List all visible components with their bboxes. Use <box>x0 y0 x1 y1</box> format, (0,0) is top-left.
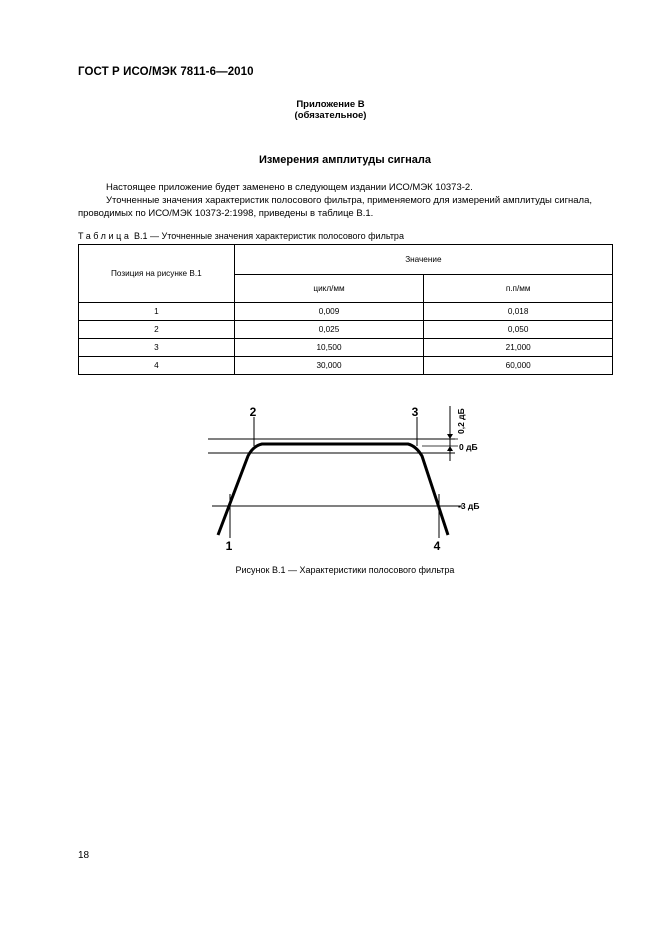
table-caption-label: Таблица <box>78 231 132 241</box>
cell-cycles: 0,009 <box>234 303 424 321</box>
paragraph-2-line-2: проводимых по ИСО/МЭК 10373-2:1998, приведены в таблице В.1. <box>78 208 374 219</box>
dimension-arrow-up <box>447 446 453 451</box>
cell-position: 2 <box>79 321 235 339</box>
page-number: 18 <box>78 850 90 861</box>
cell-position: 3 <box>79 339 235 357</box>
filter-table <box>78 244 613 375</box>
cell-position: 1 <box>79 303 235 321</box>
paragraph-2-line-1: Уточненные значения характеристик полосового фильтра, применяемого для измерений амплитуды сигнала, <box>106 195 593 206</box>
bandpass-filter-diagram <box>200 398 500 558</box>
appendix-title: Приложение В <box>296 99 365 110</box>
table-row <box>79 303 613 321</box>
table-caption <box>78 231 404 241</box>
point-label-3: 3 <box>411 405 419 419</box>
cell-position: 4 <box>79 357 235 375</box>
label-0db: 0 дБ <box>459 442 478 452</box>
appendix-heading <box>0 99 661 121</box>
header-fluxes: п.п/мм <box>424 275 613 303</box>
table-row <box>79 357 613 375</box>
cell-fluxes: 0,050 <box>424 321 613 339</box>
document-header: ГОСТ Р ИСО/МЭК 7811-6—2010 <box>78 66 254 78</box>
paragraph-1: Настоящее приложение будет заменено в следующем издании ИСО/МЭК 10373-2. <box>106 182 473 193</box>
header-value: Значение <box>234 245 612 275</box>
filter-response-curve <box>218 444 448 535</box>
point-label-1: 1 <box>225 539 233 553</box>
cell-fluxes: 0,018 <box>424 303 613 321</box>
table-caption-text: В.1 — Уточненные значения характеристик полосового фильтра <box>134 231 404 241</box>
table-row <box>79 321 613 339</box>
label-0-2db: 0,2 дБ <box>456 408 466 434</box>
dimension-arrow-down <box>447 434 453 439</box>
cell-cycles: 30,000 <box>234 357 424 375</box>
cell-fluxes: 60,000 <box>424 357 613 375</box>
figure-caption: Рисунок В.1 — Характеристики полосового фильтра <box>235 565 455 575</box>
section-title: Измерения амплитуды сигнала <box>259 154 431 166</box>
point-label-4: 4 <box>433 539 441 553</box>
point-label-2: 2 <box>249 405 257 419</box>
cell-fluxes: 21,000 <box>424 339 613 357</box>
cell-cycles: 10,500 <box>234 339 424 357</box>
label-minus-3db: -3 дБ <box>458 501 480 511</box>
appendix-subtitle: (обязательное) <box>294 110 367 121</box>
header-cycles: цикл/мм <box>234 275 424 303</box>
table-row <box>79 339 613 357</box>
cell-cycles: 0,025 <box>234 321 424 339</box>
header-position: Позиция на рисунке В.1 <box>79 245 235 303</box>
